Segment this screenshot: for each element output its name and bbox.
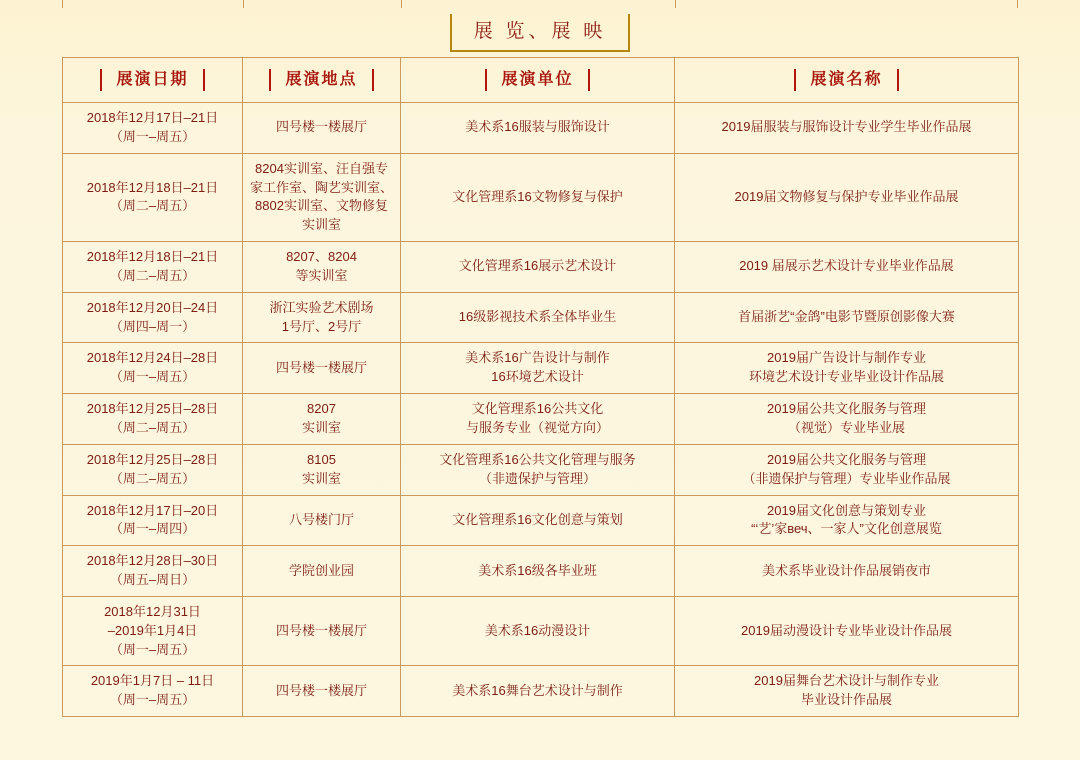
cell-date bbox=[63, 292, 243, 343]
cell-name: 美术系毕业设计作品展销夜市 bbox=[675, 546, 1019, 597]
cell-date-primary: 2018年12月31日 –2019年1月4日 bbox=[104, 603, 201, 638]
cell-date-weekday: （周五–周日） bbox=[109, 572, 196, 588]
cell-unit: 美术系16广告设计与制作 16环境艺术设计 bbox=[401, 343, 675, 394]
cell-name: 2019届文化创意与策划专业 “‘艺’家веч、一家人”文化创意展览 bbox=[675, 495, 1019, 546]
cell-date-primary: 2018年12月24日–28日 bbox=[86, 350, 219, 366]
cell-place: 8105 实训室 bbox=[243, 444, 401, 495]
cell-date bbox=[63, 153, 243, 241]
cell-place: 8207、8204 等实训室 bbox=[243, 242, 401, 293]
cell-unit: 美术系16服装与服饰设计 bbox=[401, 103, 675, 154]
cell-unit: 文化管理系16文物修复与保护 bbox=[401, 153, 675, 241]
stub-divider-2 bbox=[401, 0, 402, 8]
section-title: 展 览、展 映 bbox=[450, 14, 631, 52]
table-header bbox=[63, 58, 1019, 103]
cell-unit: 美术系16级各毕业班 bbox=[401, 546, 675, 597]
cell-name: 2019届服装与服饰设计专业学生毕业作品展 bbox=[675, 103, 1019, 154]
cell-place: 四号楼一楼展厅 bbox=[243, 343, 401, 394]
cell-unit: 文化管理系16公共文化 与服务专业（视觉方向） bbox=[401, 394, 675, 445]
cell-date-weekday: （周二–周五） bbox=[109, 267, 196, 283]
table-row bbox=[63, 394, 1019, 445]
cell-place: 八号楼门厅 bbox=[243, 495, 401, 546]
cell-date-primary: 2018年12月28日–30日 bbox=[86, 553, 219, 569]
table-row bbox=[63, 495, 1019, 546]
cell-date-primary: 2018年12月18日–21日 bbox=[86, 179, 219, 195]
table-row bbox=[63, 103, 1019, 154]
cell-date-primary: 2018年12月17日–20日 bbox=[86, 502, 219, 518]
cell-date bbox=[63, 394, 243, 445]
cell-name: 2019届公共文化服务与管理 （非遗保护与管理）专业毕业作品展 bbox=[675, 444, 1019, 495]
cell-date-weekday: （周一–周五） bbox=[109, 369, 196, 385]
table-top-stub bbox=[62, 0, 1018, 8]
cell-place: 四号楼一楼展厅 bbox=[243, 596, 401, 666]
cell-date-primary: 2018年12月20日–24日 bbox=[86, 299, 219, 315]
cell-date-weekday: （周四–周一） bbox=[109, 318, 196, 334]
cell-date bbox=[63, 103, 243, 154]
cell-date-weekday: （周二–周五） bbox=[109, 198, 196, 214]
cell-date bbox=[63, 495, 243, 546]
stub-divider-1 bbox=[243, 0, 244, 8]
column-header-unit bbox=[401, 58, 675, 103]
cell-date-weekday: （周一–周五） bbox=[109, 128, 196, 144]
column-header-date bbox=[63, 58, 243, 103]
cell-name: 首届浙艺“金鸽”电影节暨原创影像大赛 bbox=[675, 292, 1019, 343]
cell-date-weekday: （周一–周四） bbox=[109, 521, 196, 537]
column-header-place bbox=[243, 58, 401, 103]
column-header-date-label: 展演日期 bbox=[100, 68, 204, 91]
cell-name: 2019届文物修复与保护专业毕业作品展 bbox=[675, 153, 1019, 241]
column-header-name-label: 展演名称 bbox=[794, 68, 898, 91]
cell-name: 2019届广告设计与制作专业 环境艺术设计专业毕业设计作品展 bbox=[675, 343, 1019, 394]
cell-unit: 美术系16舞台艺术设计与制作 bbox=[401, 666, 675, 717]
cell-date-primary: 2019年1月7日 – 11日 bbox=[90, 673, 215, 689]
cell-date-primary: 2018年12月25日–28日 bbox=[86, 451, 219, 467]
cell-unit: 文化管理系16展示艺术设计 bbox=[401, 242, 675, 293]
table-row bbox=[63, 546, 1019, 597]
cell-place: 四号楼一楼展厅 bbox=[243, 103, 401, 154]
column-header-name bbox=[675, 58, 1019, 103]
cell-place: 8204实训室、汪自强专家工作室、陶艺实训室、8802实训室、文物修复实训室 bbox=[243, 153, 401, 241]
cell-name: 2019 届展示艺术设计专业毕业作品展 bbox=[675, 242, 1019, 293]
column-header-place-label: 展演地点 bbox=[269, 68, 373, 91]
cell-date bbox=[63, 546, 243, 597]
schedule-table bbox=[62, 57, 1019, 717]
table-row bbox=[63, 666, 1019, 717]
cell-name: 2019届舞台艺术设计与制作专业 毕业设计作品展 bbox=[675, 666, 1019, 717]
cell-date-weekday: （周一–周五） bbox=[109, 692, 196, 708]
table-row bbox=[63, 444, 1019, 495]
section-title-wrap bbox=[0, 14, 1080, 52]
cell-place: 学院创业园 bbox=[243, 546, 401, 597]
cell-place: 浙江实验艺术剧场 1号厅、2号厅 bbox=[243, 292, 401, 343]
cell-date-primary: 2018年12月25日–28日 bbox=[86, 401, 219, 417]
cell-unit: 16级影视技术系全体毕业生 bbox=[401, 292, 675, 343]
column-header-unit-label: 展演单位 bbox=[485, 68, 589, 91]
table-body bbox=[63, 103, 1019, 717]
cell-unit: 美术系16动漫设计 bbox=[401, 596, 675, 666]
stub-divider-3 bbox=[675, 0, 676, 8]
cell-date-primary: 2018年12月18日–21日 bbox=[86, 249, 219, 265]
cell-date bbox=[63, 242, 243, 293]
cell-date-weekday: （周二–周五） bbox=[109, 419, 196, 435]
cell-unit: 文化管理系16文化创意与策划 bbox=[401, 495, 675, 546]
table-row bbox=[63, 153, 1019, 241]
cell-date bbox=[63, 596, 243, 666]
cell-date-primary: 2018年12月17日–21日 bbox=[86, 110, 219, 125]
cell-date bbox=[63, 343, 243, 394]
cell-date bbox=[63, 444, 243, 495]
cell-date bbox=[63, 666, 243, 717]
table-row bbox=[63, 343, 1019, 394]
cell-date-weekday: （周一–周五） bbox=[109, 641, 196, 657]
cell-name: 2019届公共文化服务与管理 （视觉）专业毕业展 bbox=[675, 394, 1019, 445]
cell-place: 四号楼一楼展厅 bbox=[243, 666, 401, 717]
cell-unit: 文化管理系16公共文化管理与服务 （非遗保护与管理） bbox=[401, 444, 675, 495]
table-row bbox=[63, 596, 1019, 666]
table-header-row bbox=[63, 58, 1019, 103]
cell-date-weekday: （周二–周五） bbox=[109, 470, 196, 486]
cell-place: 8207 实训室 bbox=[243, 394, 401, 445]
cell-name: 2019届动漫设计专业毕业设计作品展 bbox=[675, 596, 1019, 666]
table-row bbox=[63, 242, 1019, 293]
table-row bbox=[63, 292, 1019, 343]
